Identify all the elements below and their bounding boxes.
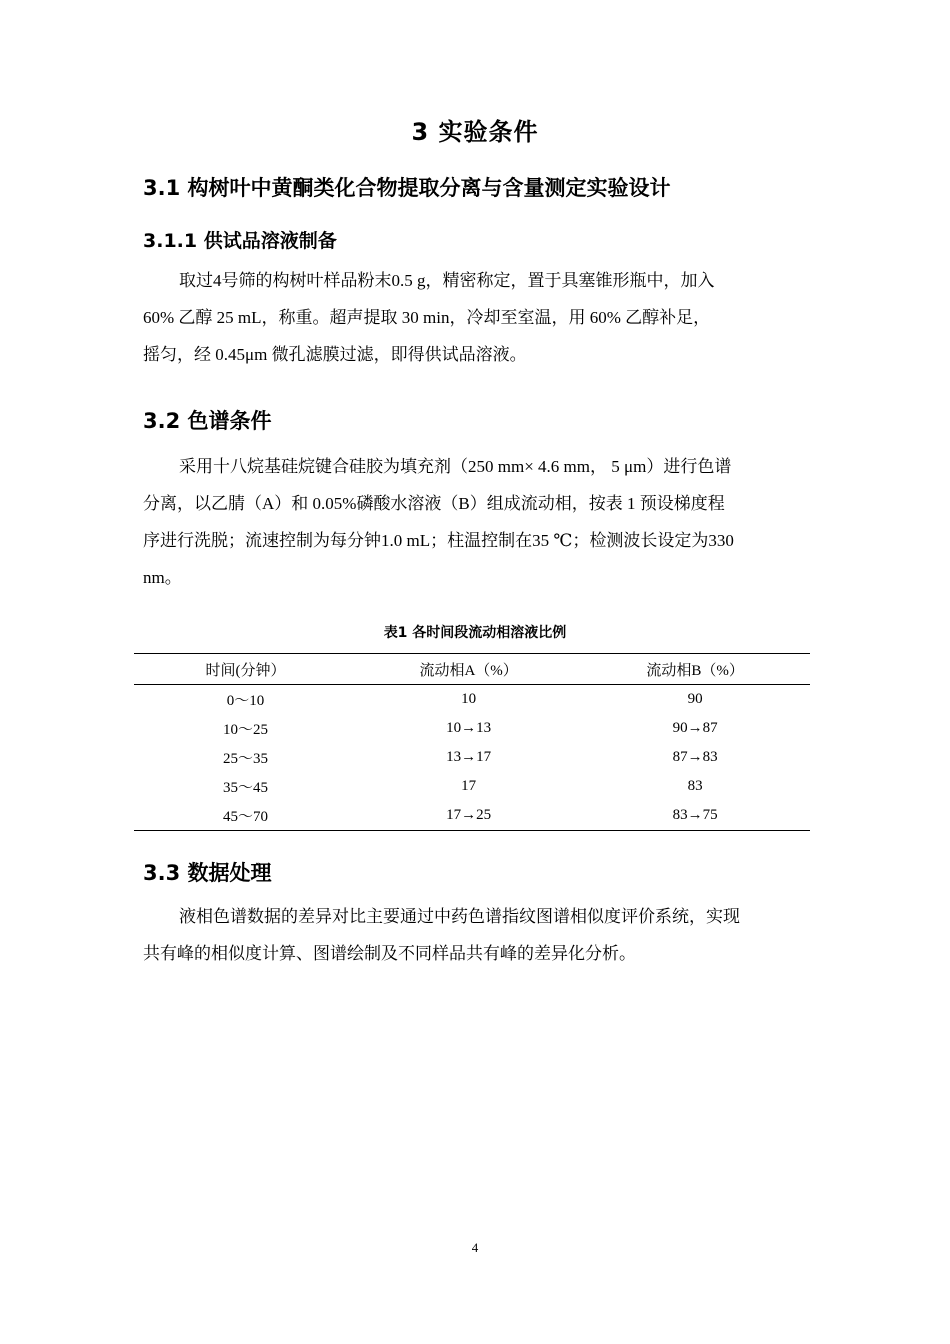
column-header-time: 时间(分钟）	[134, 654, 357, 685]
section-3-3-heading: 3.3 数据处理	[143, 861, 272, 885]
chromatography-conditions-paragraph	[143, 448, 810, 596]
table-row	[134, 801, 810, 831]
table-cell: 45～70	[134, 801, 357, 831]
table-cell: 17	[461, 778, 477, 794]
table-cell: 87→83	[672, 749, 718, 765]
table-cell: 13→17	[446, 749, 492, 765]
table-cell: 0～10	[226, 693, 265, 709]
table-cell: 25～35	[223, 751, 269, 767]
paragraph-line: 序进行洗脱；流速控制为每分钟1.0 mL；柱温控制在35 ℃；检测波长设定为330	[143, 531, 734, 550]
table-caption: 表1 各时间段流动相溶液比例	[383, 625, 567, 641]
table-cell: 90→87	[672, 720, 718, 736]
table-row	[134, 685, 810, 715]
paragraph-line: 采用十八烷基硅烷键合硅胶为填充剂（250 mm× 4.6 mm， 5 μm）进行色谱	[179, 457, 732, 476]
table-row	[134, 772, 810, 801]
column-header-phase-a: 流动相A（%）	[357, 654, 580, 685]
table-cell: 17→25	[357, 801, 580, 831]
paragraph-line: 共有峰的相似度计算、图谱绘制及不同样品共有峰的差异化分析。	[143, 944, 636, 963]
paragraph-line: 摇匀，经 0.45μm 微孔滤膜过滤，即得供试品溶液。	[143, 345, 527, 364]
sample-preparation-paragraph	[143, 262, 810, 373]
mobile-phase-table	[134, 653, 810, 831]
page-number: 4	[471, 1240, 479, 1255]
data-processing-paragraph	[143, 898, 810, 972]
paragraph-line: 60% 乙醇 25 mL，称重。超声提取 30 min，冷却至室温，用 60% 乙醇补足，	[143, 308, 711, 327]
table-header-row	[134, 654, 810, 685]
table-row	[134, 743, 810, 772]
paragraph-line: nm。	[143, 568, 182, 587]
table-cell: 83	[687, 778, 703, 794]
paragraph-line: 取过4号筛的构树叶样品粉末0.5 g，精密称定，置于具塞锥形瓶中，加入	[179, 271, 715, 290]
table-cell: 10→13	[446, 720, 492, 736]
table-row	[134, 714, 810, 743]
table-cell: 83→75	[580, 801, 810, 831]
paragraph-line: 分离，以乙腈（A）和 0.05%磷酸水溶液（B）组成流动相，按表 1 预设梯度程	[143, 494, 725, 513]
table-cell: 35～45	[223, 780, 269, 796]
section-3-1-1-heading: 3.1.1 供试品溶液制备	[143, 230, 337, 252]
paragraph-line: 液相色谱数据的差异对比主要通过中药色谱指纹图谱相似度评价系统，实现	[179, 907, 740, 926]
section-3-1-heading: 3.1 构树叶中黄酮类化合物提取分离与含量测定实验设计	[143, 176, 671, 200]
chapter-heading: 3 实验条件	[411, 118, 539, 146]
table-cell: 10	[461, 691, 477, 707]
column-header-phase-b: 流动相B（%）	[580, 654, 810, 685]
section-3-2-heading: 3.2 色谱条件	[143, 409, 272, 433]
table-cell: 90	[687, 691, 703, 707]
table-cell: 10～25	[223, 722, 269, 738]
